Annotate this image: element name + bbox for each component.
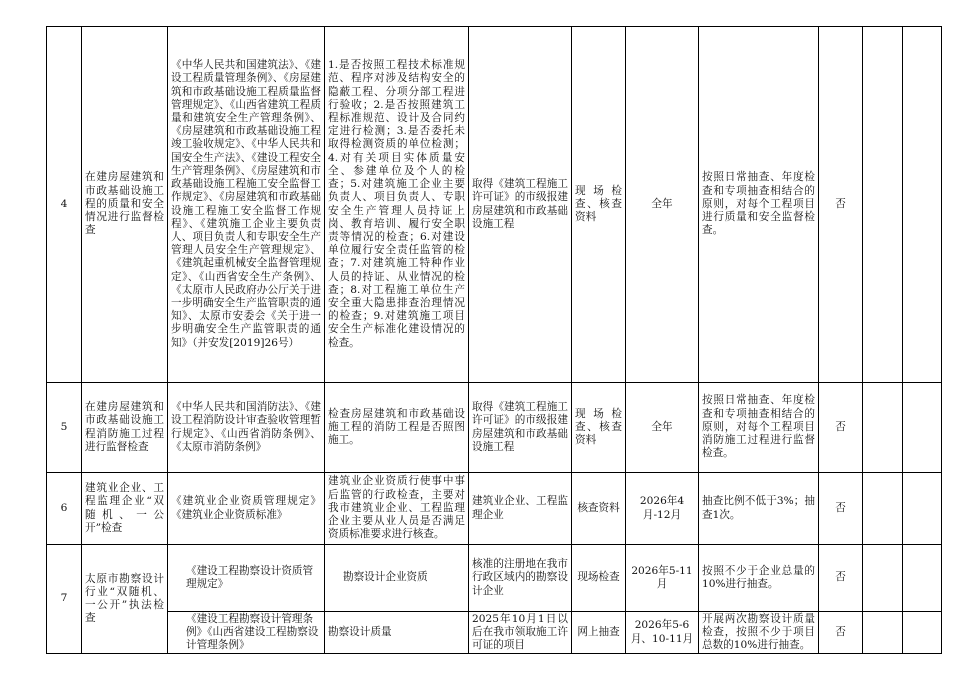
legal-basis: 《建设工程勘察设计管理条例》《山西省建设工程勘察设计管理条例》	[168, 612, 325, 654]
inspection-content: 勘察设计企业资质	[325, 545, 469, 612]
inspection-time: 全年	[626, 383, 699, 473]
legal-basis: 《中华人民共和国建筑法》、《建设工程质量管理条例》、《房屋建筑和市政基础设施工程质量监督管理规定》、《山西省建筑工程质量和建筑安全生产管理条例》、《房屋建筑和市政基础设施工程竣工验收规定》、《中华人民共和国安全生产法》、《建设工程安全生产管理条例》、《房屋建筑和市政基础设施工程施工安全监督工作规定》、《房屋建筑和市政基础设施工程施工安全监督工作规程》、《建筑施工企业主要负责人、项目负责人和专职安全生产管理人员安全生产管理规定》、《建筑起重机械安全监督管理规定》、《山西省安全生产条例》、《太原市人民政府办公厅关于进一步明确安全生产监管职责的通知》、太原市安委会《关于进一步明确安全生产监管职责的通知》（并安发[2019]26号）	[168, 27, 325, 383]
inspection-time: 2026年5-11月	[626, 545, 699, 612]
inspection-object: 取得《建筑工程施工许可证》的市级报建房屋建筑和市政基础设施工程	[469, 27, 572, 383]
table-row	[47, 612, 942, 654]
inspection-content: 勘察设计质量	[325, 612, 469, 654]
row-number: 6	[47, 473, 82, 545]
empty-cell	[863, 27, 903, 383]
joint-inspection: 否	[819, 612, 863, 654]
inspection-method: 现场检查、核查资料	[572, 383, 626, 473]
inspection-item: 太原市勘察设计行业“双随机、一公开”执法检查	[82, 545, 168, 654]
inspection-ratio: 按照日常抽查、年度检查和专项抽查相结合的原则，对每个工程项目进行质量和安全监督检查。	[699, 27, 819, 383]
empty-cell	[863, 473, 903, 545]
inspection-content: 建筑业企业资质行使事中事后监管的行政检查，主要对我市建筑业企业、工程监理企业主要从业人员是否满足资质标准要求进行核查。	[325, 473, 469, 545]
inspection-ratio: 按照日常抽查、年度检查和专项抽查相结合的原则，对每个工程项目消防施工过程进行监督检查。	[699, 383, 819, 473]
empty-cell	[903, 545, 942, 612]
inspection-ratio: 按照不少于企业总量的10%进行抽查。	[699, 545, 819, 612]
row-number: 5	[47, 383, 82, 473]
empty-cell	[903, 473, 942, 545]
table-row	[47, 545, 942, 612]
joint-inspection: 否	[819, 545, 863, 612]
joint-inspection: 否	[819, 383, 863, 473]
inspection-object: 核准的注册地在我市行政区域内的勘察设计企业	[469, 545, 572, 612]
inspection-object: 建筑业企业、工程监理企业	[469, 473, 572, 545]
table-row	[47, 383, 942, 473]
row-number: 4	[47, 27, 82, 383]
row-number: 7	[47, 545, 82, 654]
table-row	[47, 27, 942, 383]
empty-cell	[903, 27, 942, 383]
joint-inspection: 否	[819, 27, 863, 383]
inspection-time: 2026年4月-12月	[626, 473, 699, 545]
inspection-ratio: 抽查比例不低于3%；抽查1次。	[699, 473, 819, 545]
inspection-content: 1.是否按照工程技术标准规范、程序对涉及结构安全的隐蔽工程、分项分部工程进行验收；2.是否按照建筑工程标准规范、设计及合同约定进行检测；3.是否委托未取得检测资质的单位检测；4.对有关项目实体质量安全、参建单位及个人的检查；5.对建筑施工企业主要负责人、项目负责人、专职安全生产管理人员持证上岗、教育培训、履行安全职责等情况的检查；6.对建设单位履行安全责任监管的检查；7.对建筑施工特种作业人员的持证、从业情况的检查；8.对工程施工单位生产安全重大隐患排查治理情况的检查；9.对建筑施工项目安全生产标准化建设情况的检查。	[325, 27, 469, 383]
inspection-object: 2025年10月1日以后在我市领取施工许可证的项目	[469, 612, 572, 654]
empty-cell	[863, 612, 903, 654]
inspection-time: 2026年5-6月、10-11月	[626, 612, 699, 654]
inspection-method: 现场检查、核查资料	[572, 27, 626, 383]
inspection-object: 取得《建筑工程施工许可证》的市级报建房屋建筑和市政基础设施工程	[469, 383, 572, 473]
inspection-item: 在建房屋建筑和市政基础设施工程消防施工过程进行监督检查	[82, 383, 168, 473]
legal-basis: 《建设工程勘察设计资质管理规定》	[168, 545, 325, 612]
table-row	[47, 473, 942, 545]
inspection-item: 在建房屋建筑和市政基础设施工程的质量和安全情况进行监督检查	[82, 27, 168, 383]
inspection-time: 全年	[626, 27, 699, 383]
empty-cell	[863, 545, 903, 612]
legal-basis: 《中华人民共和国消防法》、《建设工程消防设计审查验收管理暂行规定》、《山西省消防条例》、《太原市消防条例》	[168, 383, 325, 473]
empty-cell	[863, 383, 903, 473]
inspection-method: 现场检查	[572, 545, 626, 612]
inspection-method: 核查资料	[572, 473, 626, 545]
inspection-content: 检查房屋建筑和市政基础设施工程的消防工程是否照图施工。	[325, 383, 469, 473]
inspection-ratio: 开展两次勘察设计质量检查，按照不少于项目总数的10%进行抽查。	[699, 612, 819, 654]
joint-inspection: 否	[819, 473, 863, 545]
inspection-table	[46, 26, 942, 654]
inspection-method: 网上抽查	[572, 612, 626, 654]
inspection-item: 建筑业企业、工程监理企业“双随机、一公开”检查	[82, 473, 168, 545]
empty-cell	[903, 612, 942, 654]
legal-basis: 《建筑业企业资质管理规定》《建筑业企业资质标准》	[168, 473, 325, 545]
empty-cell	[903, 383, 942, 473]
